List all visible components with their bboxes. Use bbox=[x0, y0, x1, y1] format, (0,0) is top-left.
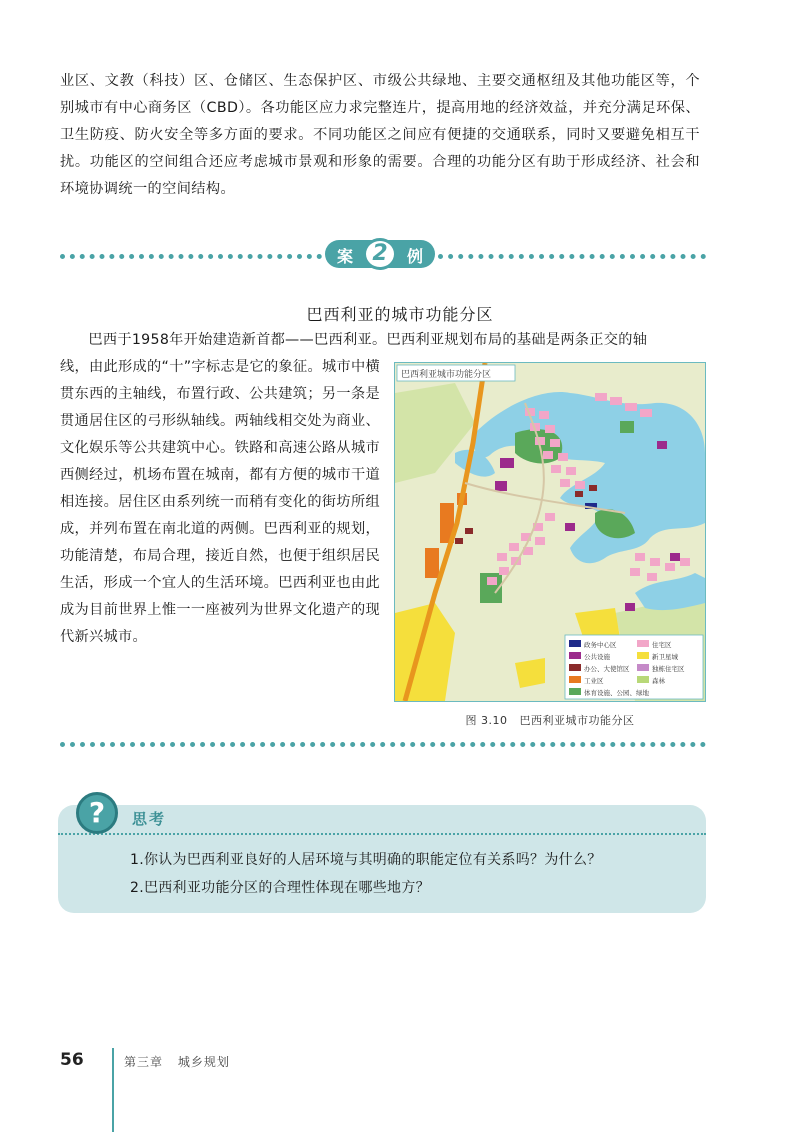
map-caption bbox=[394, 712, 706, 728]
case-divider-right bbox=[438, 254, 706, 259]
case-title: 巴西利亚的城市功能分区 bbox=[306, 305, 494, 324]
intro-paragraph: 业区、文教（科技）区、仓储区、生态保护区、市级公共绿地、主要交通枢纽及其他功能区等，个别城市有中心商务区（CBD）。各功能区应力求完整连片，提高用地的经济效益，并充分满足环保、卫生防疫、防火安全等多方面的要求。不同功能区之间应有便捷的交通联系，同时又要避免相互干扰。功能区的空间组合还应考虑城市景观和形象的需要。合理的功能分区有助于形成经济、社会和环境协调统一的空间结构。 bbox=[60, 73, 700, 197]
legend-swatch bbox=[569, 652, 581, 659]
footer-chapter bbox=[124, 1053, 240, 1070]
case-label-left: 案 bbox=[337, 247, 354, 266]
case-divider-bottom bbox=[60, 742, 706, 747]
case-paragraph: 线，由此形成的“十”字标志是它的象征。城市中横贯东西的主轴线，布置行政、公共建筑；另一条是贯通居住区的弓形纵轴线。两轴线相交处为商业、文化娱乐等公共建筑中心。铁路和高速公路从城市西侧经过，机场布置在城南，都有方便的城市干道相连接。居住区由系列统一而稍有变化的街坊所组成，并列布置在南北道的两侧。巴西利亚的规划，功能清楚，布局合理，接近自然，也便于组织居民生活，形成一个宜人的生活环境。巴西利亚也由此成为目前世界上惟一一座被列为世界文化遗产的现代新兴城市。 bbox=[60, 359, 380, 645]
think-divider bbox=[58, 833, 706, 835]
question-icon: ? bbox=[76, 792, 118, 834]
case-number: 2 bbox=[363, 238, 397, 270]
map-figure bbox=[394, 362, 706, 702]
question-2: 2.巴西利亚功能分区的合理性体现在哪些地方？ bbox=[130, 880, 430, 896]
legend-swatch bbox=[569, 664, 581, 671]
footer-divider bbox=[112, 1048, 114, 1132]
legend-label: 独栋住宅区 bbox=[652, 665, 685, 673]
case-divider-left bbox=[60, 254, 322, 259]
legend-swatch bbox=[569, 676, 581, 683]
question-1: 1.你认为巴西利亚良好的人居环境与其明确的职能定位有关系吗？为什么？ bbox=[130, 852, 602, 868]
park-area bbox=[620, 421, 634, 433]
page-number: 56 bbox=[60, 1050, 84, 1070]
legend-swatch bbox=[637, 676, 649, 683]
legend-swatch bbox=[569, 688, 581, 695]
case-label-right: 例 bbox=[407, 247, 424, 266]
legend-label: 住宅区 bbox=[652, 641, 672, 649]
think-title: 思考 bbox=[132, 810, 167, 828]
map-legend bbox=[565, 635, 703, 699]
legend-label: 新卫星城 bbox=[652, 653, 678, 661]
legend-label: 体育设施、公园、绿地 bbox=[584, 689, 649, 697]
legend-swatch bbox=[637, 664, 649, 671]
legend-label: 森林 bbox=[652, 677, 665, 685]
legend-swatch bbox=[569, 640, 581, 647]
legend-swatch bbox=[637, 652, 649, 659]
case-paragraph-first-line: 巴西于1958年开始建造新首都——巴西利亚。巴西利亚规划布局的基础是两条正交的轴 bbox=[88, 332, 648, 348]
legend-label: 办公、大使馆区 bbox=[584, 665, 630, 673]
map-caption-number: 图 3.10 bbox=[465, 714, 508, 727]
case-badge bbox=[325, 238, 435, 270]
map-title: 巴西利亚城市功能分区 bbox=[401, 370, 492, 380]
legend-label: 工业区 bbox=[584, 677, 604, 685]
brasilia-map bbox=[395, 363, 705, 701]
chapter-number: 第三章 bbox=[124, 1055, 164, 1069]
map-caption-text: 巴西利亚城市功能分区 bbox=[519, 714, 635, 727]
legend-label: 政务中心区 bbox=[584, 641, 617, 649]
legend-label: 公共设施 bbox=[584, 653, 610, 661]
legend-swatch bbox=[637, 640, 649, 647]
chapter-title: 城乡规划 bbox=[177, 1055, 230, 1069]
